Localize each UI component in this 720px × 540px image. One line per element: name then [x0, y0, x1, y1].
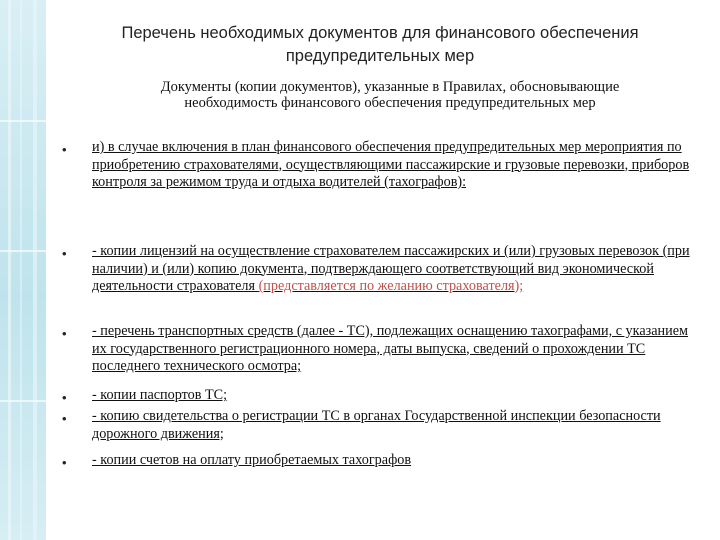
bullet-marker: • [62, 246, 67, 261]
band-highlight [0, 120, 46, 122]
slide-subtitle [90, 79, 690, 111]
band-stripe [33, 0, 37, 540]
list-item-vehicle-list: - перечень транспортных средств (далее - ТС), подлежащих оснащению тахографами, с указанием их государственного регистрационного номера, даты выпуска, сведений о прохождении ТС последнего технического осмотра; [92, 323, 688, 374]
slide-title-line2: предупредительных мер [285, 47, 475, 65]
slide-subtitle-line2: необходимость финансового обеспечения предупредительных мер [184, 95, 596, 111]
bullet-marker: • [62, 455, 67, 470]
bullet-marker: • [62, 142, 67, 157]
list-item-passports: - копии паспортов ТС; [92, 387, 228, 403]
licenses-optional-note: (представляется по желанию страхователя); [258, 278, 524, 294]
slide-title-line1: Перечень необходимых документов для финансового обеспечения [121, 24, 639, 42]
band-stripe [20, 0, 22, 540]
list-item-licenses [92, 243, 690, 296]
slide-title [60, 22, 700, 68]
decorative-side-band [0, 0, 46, 540]
slide-subtitle-line1: Документы (копии документов), указанные в Правилах, обосновывающие [160, 79, 620, 95]
list-item-invoices: - копии счетов на оплату приобретаемых тахографов [92, 452, 412, 468]
licenses-text: - копии лицензий на осуществление страхователем пассажирских и (или) грузовых перевозок (при наличии) и (или) копию документа, подтверждающего соответствующий вид экономической деятельности страхователя [92, 243, 690, 294]
bullet-marker: • [62, 390, 67, 405]
band-highlight [0, 400, 46, 402]
list-item-registration: - копию свидетельства о регистрации ТС в органах Государственной инспекции безопасности дорожного движения; [92, 408, 661, 442]
band-stripe [8, 0, 11, 540]
list-item-tachographs: и) в случае включения в план финансового обеспечения предупредительных мер мероприятия по приобретению страхователями, осуществляющими пассажирские и грузовые перевозки, приборов контроля за режимом труда и отдыха водителей (тахографов): [92, 139, 690, 190]
band-highlight [0, 250, 46, 252]
bullet-marker: • [62, 411, 67, 426]
bullet-marker: • [62, 326, 67, 341]
